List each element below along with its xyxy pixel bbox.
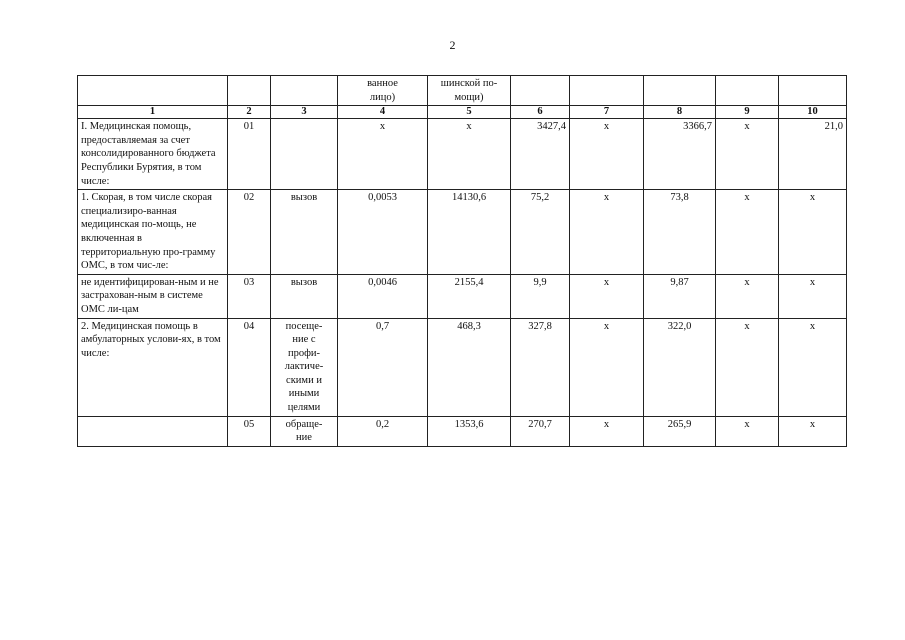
cell-c10: x	[779, 190, 847, 275]
cell-c10: x	[779, 416, 847, 446]
header-cell	[78, 76, 228, 106]
row-code: 04	[228, 318, 271, 416]
cell-c10: x	[779, 274, 847, 318]
cell-c8: 322,0	[644, 318, 716, 416]
row-unit: обраще-ние	[271, 416, 338, 446]
row-name: 1. Скорая, в том числе скорая специализиро-ванная медицинская по-мощь, не включенная в территориальную про-грамму ОМС, в том чис-ле:	[78, 190, 228, 275]
header-cell	[271, 76, 338, 106]
row-code: 02	[228, 190, 271, 275]
cell-c4: 0,2	[338, 416, 428, 446]
cell-c8: 73,8	[644, 190, 716, 275]
cell-c9: x	[716, 274, 779, 318]
row-code: 01	[228, 119, 271, 190]
cell-c7: x	[570, 190, 644, 275]
cell-c9: x	[716, 119, 779, 190]
column-number: 1	[78, 106, 228, 119]
header-cell: ванное лицо)	[338, 76, 428, 106]
row-name: не идентифицирован-ным и не застрахован-ным в системе ОМС ли-цам	[78, 274, 228, 318]
row-name: 2. Медицинская помощь в амбулаторных услови-ях, в том числе:	[78, 318, 228, 416]
cell-c5: 1353,6	[428, 416, 511, 446]
cell-c4: 0,0053	[338, 190, 428, 275]
column-number: 5	[428, 106, 511, 119]
cell-c6: 327,8	[511, 318, 570, 416]
table-row	[78, 416, 847, 446]
column-number: 6	[511, 106, 570, 119]
cell-c10: 21,0	[779, 119, 847, 190]
column-number: 4	[338, 106, 428, 119]
column-number: 10	[779, 106, 847, 119]
cell-c9: x	[716, 416, 779, 446]
header-cell: шинской по-мощи)	[428, 76, 511, 106]
table-row	[78, 274, 847, 318]
row-code: 03	[228, 274, 271, 318]
header-cell	[228, 76, 271, 106]
data-table	[77, 75, 847, 447]
column-number: 3	[271, 106, 338, 119]
cell-c9: x	[716, 318, 779, 416]
cell-c6: 3427,4	[511, 119, 570, 190]
header-cell	[644, 76, 716, 106]
cell-c7: x	[570, 416, 644, 446]
cell-c8: 265,9	[644, 416, 716, 446]
header-cell	[511, 76, 570, 106]
table-row	[78, 190, 847, 275]
cell-c4: x	[338, 119, 428, 190]
row-unit: посеще-ние с профи-лактиче-скими и иными целями	[271, 318, 338, 416]
cell-c6: 75,2	[511, 190, 570, 275]
column-number: 8	[644, 106, 716, 119]
row-unit: вызов	[271, 274, 338, 318]
column-number: 7	[570, 106, 644, 119]
row-unit	[271, 119, 338, 190]
table-row	[78, 119, 847, 190]
header-continuation-row	[78, 76, 847, 106]
cell-c9: x	[716, 190, 779, 275]
cell-c5: 468,3	[428, 318, 511, 416]
cell-c4: 0,0046	[338, 274, 428, 318]
cell-c4: 0,7	[338, 318, 428, 416]
cell-c6: 9,9	[511, 274, 570, 318]
row-name: I. Медицинская помощь, предоставляемая за счет консолидированного бюджета Республики Бурятия, в том числе:	[78, 119, 228, 190]
row-unit: вызов	[271, 190, 338, 275]
cell-c7: x	[570, 274, 644, 318]
cell-c7: x	[570, 119, 644, 190]
cell-c5: 14130,6	[428, 190, 511, 275]
header-cell	[716, 76, 779, 106]
column-number: 9	[716, 106, 779, 119]
cell-c10: x	[779, 318, 847, 416]
row-name	[78, 416, 228, 446]
table-row	[78, 318, 847, 416]
page-number: 2	[449, 38, 456, 52]
cell-c5: x	[428, 119, 511, 190]
header-cell	[779, 76, 847, 106]
cell-c5: 2155,4	[428, 274, 511, 318]
column-number-row	[78, 106, 847, 119]
cell-c8: 3366,7	[644, 119, 716, 190]
cell-c8: 9,87	[644, 274, 716, 318]
header-cell	[570, 76, 644, 106]
row-code: 05	[228, 416, 271, 446]
cell-c6: 270,7	[511, 416, 570, 446]
cell-c7: x	[570, 318, 644, 416]
column-number: 2	[228, 106, 271, 119]
